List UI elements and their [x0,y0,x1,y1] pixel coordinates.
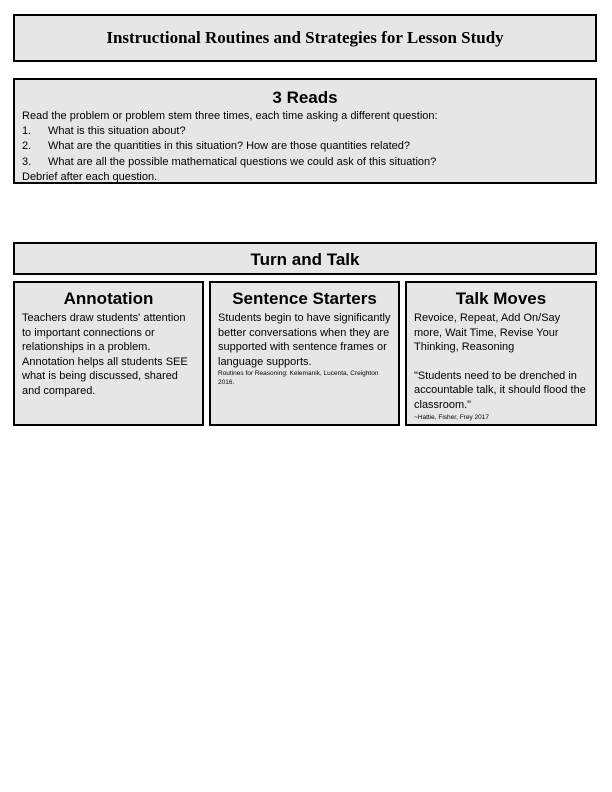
list-item [22,139,588,154]
sentence-starters-citation: Routines for Reasoning: Kelemanik, Lucenta, Creighton 2016. [218,370,379,387]
list-item [22,124,588,139]
list-item-number: 3. [22,155,32,168]
list-item-number: 1. [22,125,32,138]
title-box [13,14,597,62]
three-reads-body [15,108,595,185]
three-reads-heading: 3 Reads [272,88,338,107]
list-item-text: What are all the possible mathematical questions we could ask of this situation? [48,155,437,168]
list-item-text: What are the quantities in this situation? How are those quantities related? [48,140,410,153]
sentence-starters-text: Students begin to have significantly better conversations when they are supported with sentence frames or language supports. [218,312,391,368]
three-reads-closing: Debrief after each question. [22,170,158,183]
turn-and-talk-heading: Turn and Talk [250,250,360,269]
annotation-box [13,281,204,426]
talk-moves-text: Revoice, Repeat, Add On/Say more, Wait Time, Revise Your Thinking, Reasoning [414,312,561,354]
sentence-starters-body [211,309,398,387]
talk-moves-box [405,281,597,426]
spacer [414,355,589,369]
sentence-starters-box [209,281,400,426]
list-item [22,155,588,170]
list-item-number: 2. [22,140,32,153]
sentence-starters-heading: Sentence Starters [232,289,377,308]
annotation-paragraph-1: Teachers draw students' attention to important connections or relationships in a problem. [22,312,186,354]
three-reads-box [13,78,597,184]
talk-moves-heading: Talk Moves [455,289,547,308]
turn-and-talk-box [13,242,597,275]
annotation-paragraph-2: Annotation helps all students SEE what is being discussed, shared and compared. [22,355,188,397]
annotation-heading: Annotation [63,289,154,308]
annotation-body [15,309,202,399]
talk-moves-citation: ~Hattie, Fisher, Frey 2017 [414,413,489,421]
talk-moves-quote: "Students need to be drenched in accountable talk, it should flood the classroom." [414,369,586,411]
three-reads-intro: Read the problem or problem stem three times, each time asking a different question: [22,110,438,122]
list-item-text: What is this situation about? [48,125,186,138]
three-reads-question-list [22,124,588,170]
talk-moves-body [407,309,595,422]
page-title: Instructional Routines and Strategies for Lesson Study [106,28,504,47]
